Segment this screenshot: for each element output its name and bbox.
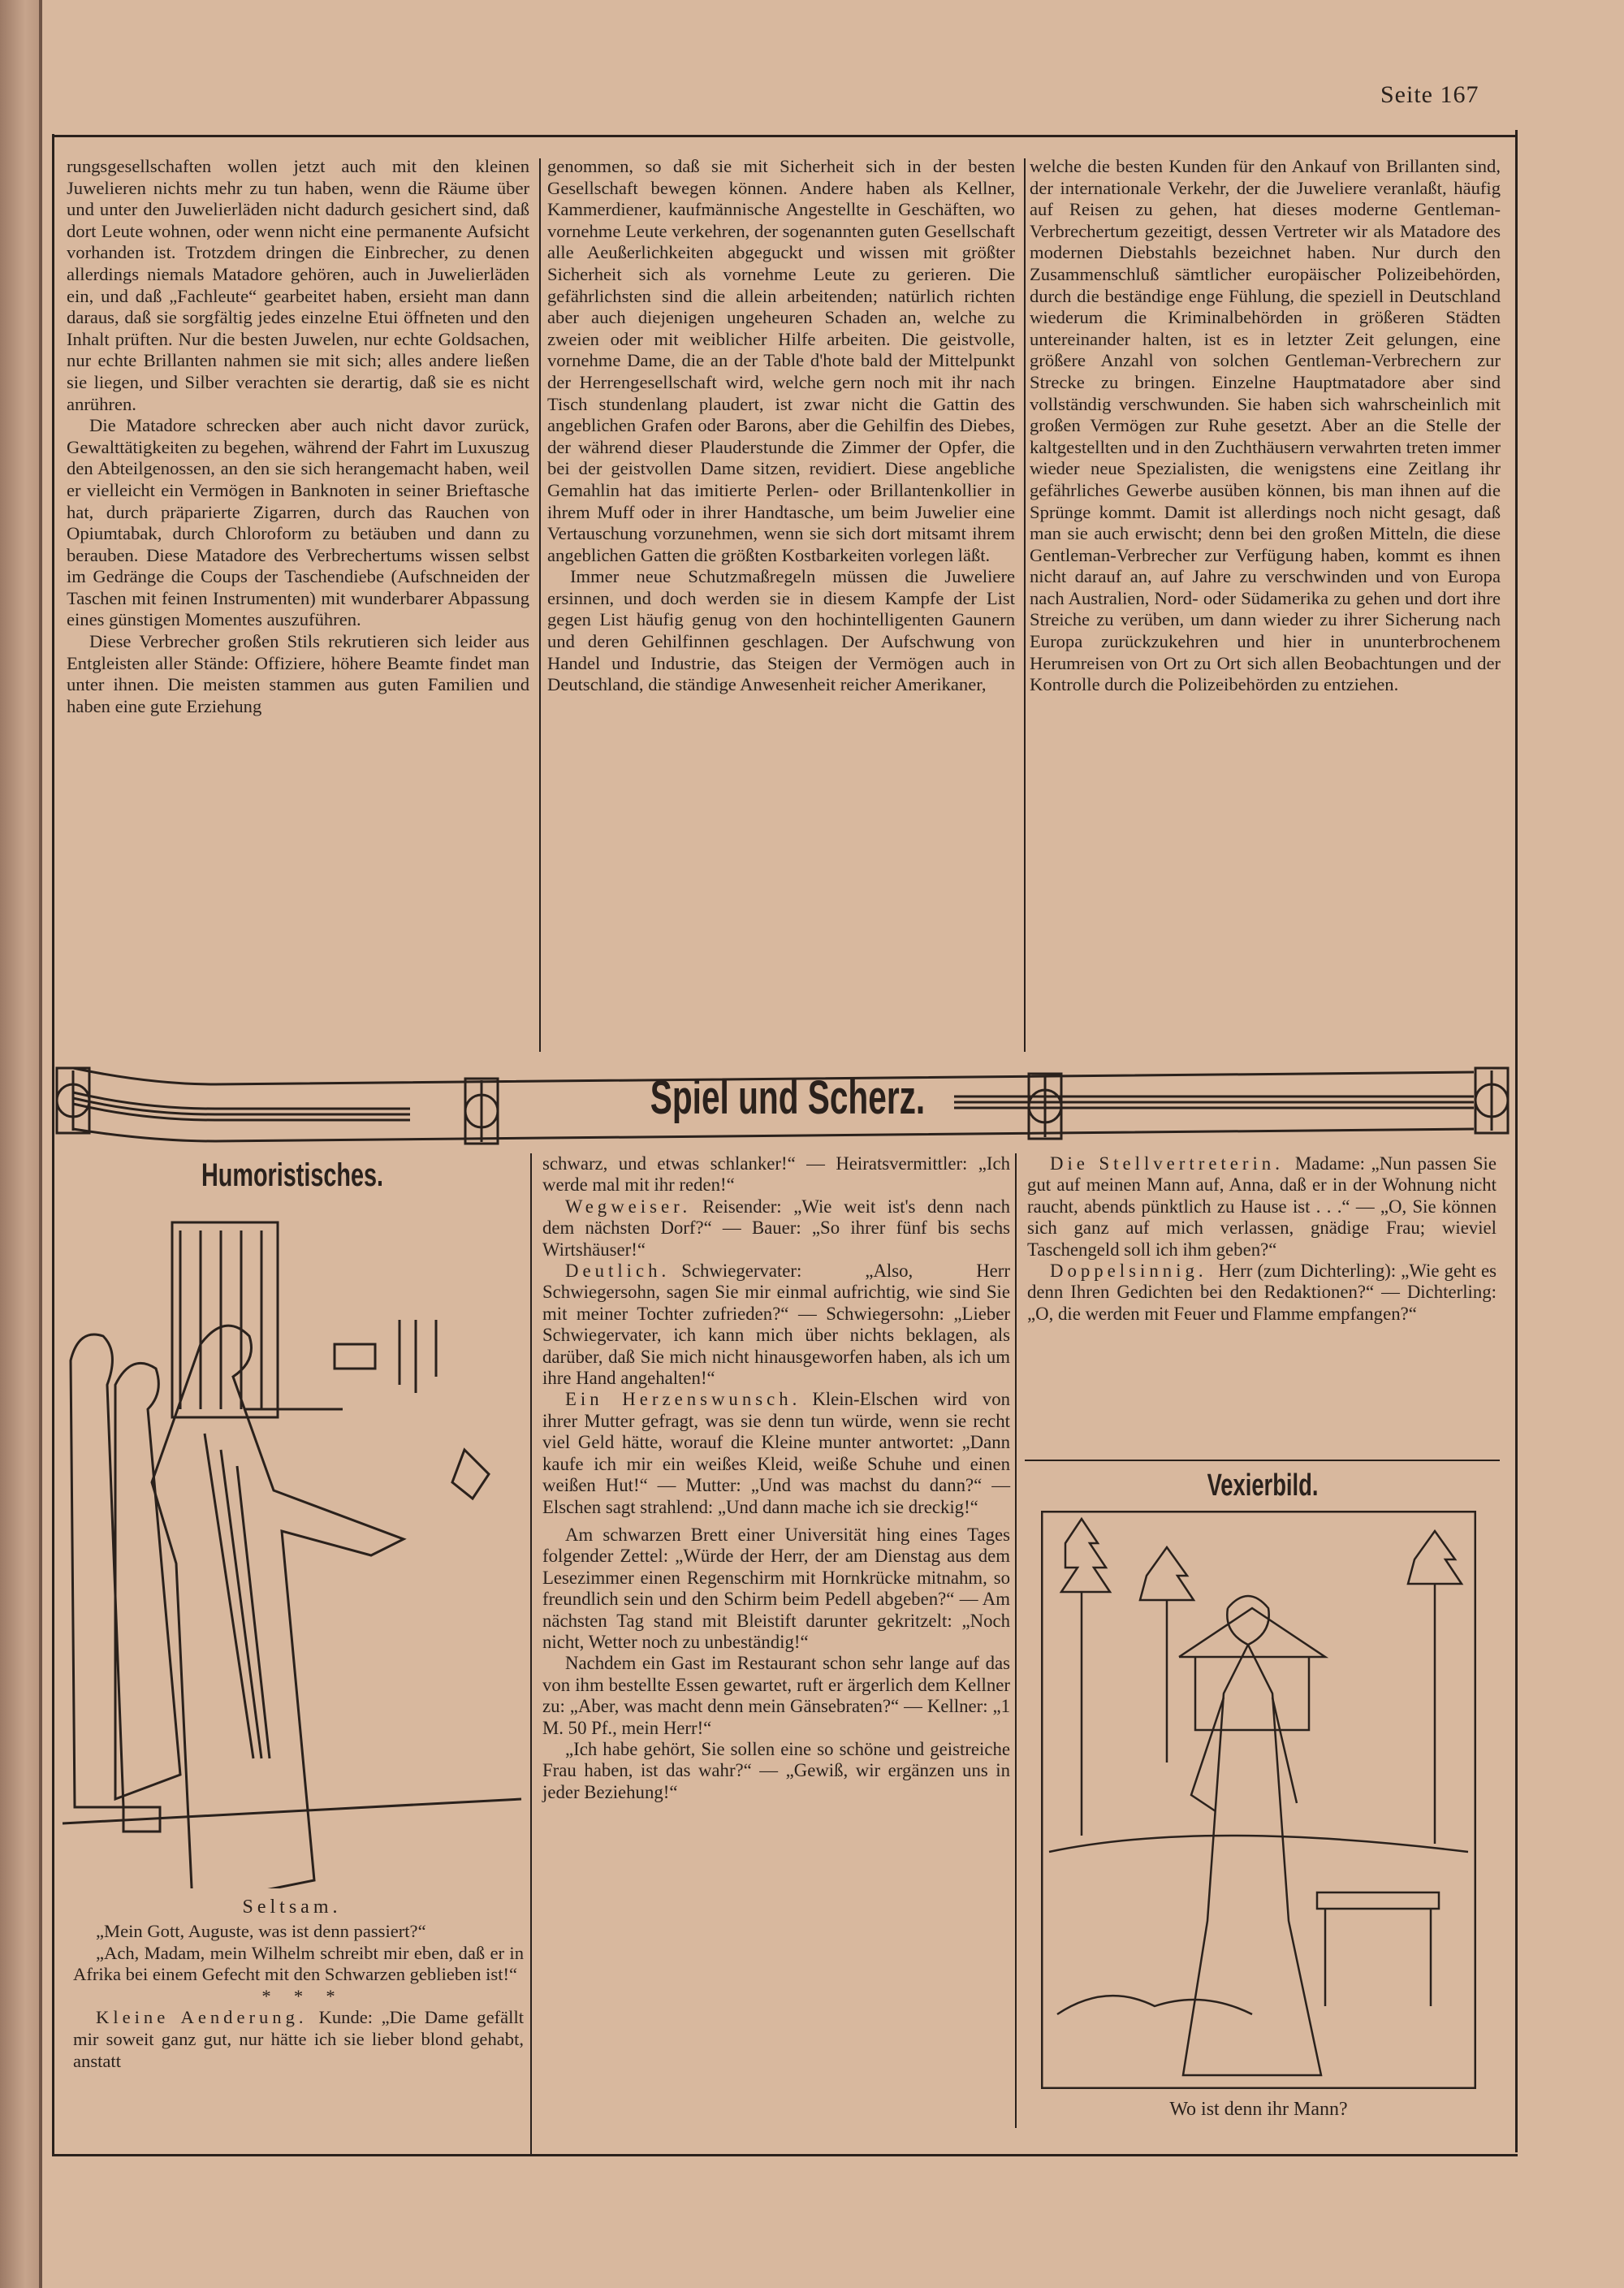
paragraph: genommen, so daß sie mit Sicherheit sich in der besten Gesellschaft bewegen können. Andere haben als Kellner, Kammerdiener, kaufmännische Angestellte in Geschäften, wo vornehme Leute verkehren, der sogenannten guten Gesellschaft alle Aeußerlichkeiten abgeguckt und wissen mit größter Sicherheit sich als vornehme Leute zu gerieren. Die gefährlichsten sind die allein arbeitenden; natürlich richten aber auch diejenigen ungeheuren Schaden an, welche zu zweien oder mit weiblicher Hilfe arbeiten. Die geistvolle, vornehme Dame, die an der Table d'hote bald der Mittelpunkt der Herrengesellschaft wird, welche gern noch mit ihr nach Tisch stundenlang plaudert, ist zwar nicht die Gattin des angeblichen Grafen oder Barons, aber die Gehilfin des Diebes, der während dieser Plauderstunde die Zimmer der Opfer, die bei der geistvollen Dame sitzen, revidiert. Diese angebliche Gemahlin hat das imitierte Perlen- oder Brillantenkollier in ihrem Muff oder in ihrer Handtasche, um beim Juwelier eine Vertauschung vorzunehmen, wenn sie sich dort mitsamt ihrem angeblichen Gatten die größten Kostbarkeiten vorlegen läßt. <box>547 156 1015 565</box>
humor-heading: Humoristisches. <box>201 1157 384 1193</box>
top-rule <box>52 135 1518 137</box>
joke <box>1027 1261 1497 1325</box>
column-divider <box>1015 1153 1017 2128</box>
joke-text: Reisender: „Wie weit ist's denn nach dem nächsten Dorf?“ — Bauer: „So ihrer fünf bis sechs Wirtshäuser!“ <box>542 1196 1010 1260</box>
joke-title: Wegweiser. <box>565 1196 692 1217</box>
joke <box>542 1153 1010 1196</box>
puzzle-illustration <box>1041 1511 1476 2089</box>
article-column-2 <box>547 156 1015 696</box>
article-column-1 <box>67 156 529 717</box>
divider <box>1025 1460 1500 1461</box>
frame-left <box>52 134 54 2156</box>
jokes-column-right <box>1027 1153 1497 1325</box>
page-number: Seite 167 <box>1380 81 1479 108</box>
bottom-rule <box>52 2154 1518 2156</box>
article-column-3 <box>1030 156 1501 696</box>
joke-title: Doppelsinnig. <box>1050 1261 1207 1282</box>
column-divider <box>1024 158 1026 1052</box>
joke <box>542 1525 1010 1653</box>
column-divider <box>539 158 541 1052</box>
paragraph: welche die besten Kunden für den Ankauf von Brillanten sind, der internationale Verkehr, der die Juweliere veranlaßt, häufig auf Reisen zu gehen, hat dieses moderne Gentleman-Verbrechertum gezeitigt, dessen Vertreter wir als Matadore des modernen Diebstahls bezeichnet haben. Nur durch den Zusammenschluß sämtlicher europäischer Polizeibehörden, durch die beständige enge Fühlung, die speziell in Deutschland wiederum die Kriminalbehörden in größeren Städten untereinander halten, ist es in letzter Zeit gelungen, eine größere Anzahl von solchen Gentleman-Verbrechern zur Strecke zu bringen. Einzelne Hauptmatadore aber sind vollständig verschwunden. Sie haben sich wahrscheinlich mit großen Vermögen zur Ruhe gesetzt. Aber an die Stelle der kaltgestellten und in den Zuchthäusern verwahrten treten immer wieder neue Spezialisten, die wenigstens eine Zeitlang ihr gefährliches Gewerbe ausüben können, bis man ihnen auf die Sprünge kommt. Damit ist allerdings noch nicht gesagt, daß man sie auch erwischt; denn bei den großen Mitteln, die diese Gentleman-Verbrecher zur Verfügung haben, kommt es ihnen nicht darauf an, auf Jahre zu verschwinden und von Europa nach Australien, Nord- oder Südamerika zu gehen und dort ihre Streiche zu verüben, um dann wieder zu ihrer Sicherung nach Europa zurückzukehren und hier in ununterbrochenem Herumreisen von Ort zu Ort sich allen Beobachtungen und der Kontrolle durch die Polizeibehörden zu entziehen. <box>1030 156 1501 695</box>
joke-text: Klein-Elschen wird von ihrer Mutter gefragt, was sie denn tun würde, wenn sie recht viel Geld hätte, worauf die Kleine munter antwortet: „Dann kaufe ich mir ein weißes Kleid, weiße Schuhe und einen weißen Hut!“ — Mutter: „Und was machst du dann?“ — Elschen sagt strahlend: „Und dann mache ich sie dreckig!“ <box>542 1389 1010 1517</box>
joke-text: Nachdem ein Gast im Restaurant schon sehr lange auf das von ihm bestellte Essen gewartet, ruft er ärgerlich dem Kellner zu: „Aber, was macht denn mein Gänsebraten?“ — Kellner: „1 M. 50 Pf., mein Herr!“ <box>542 1653 1010 1738</box>
separator: * * * <box>261 1985 335 2006</box>
section-title: Spiel und Scherz. <box>650 1071 926 1124</box>
paragraph: Die Matadore schrecken aber auch nicht davor zurück, Gewalttätigkeiten zu begehen, während der Fahrt im Luxuszug den Abteilgenossen, an den sie sich herangemacht haben, weil er vielleicht ein Vermögen in Banknoten in seiner Brieftasche hat, durch präparierte Zigarren, durch das Rauchen von Opiumtabak, durch Chloroform zu betäuben und dann zu berauben. Diese Matadore des Verbrechertums wissen selbst im Gedränge die Coups der Taschendiebe (Aufschneiden der Taschen mit feinen Instrumenten) mit wunderbarer Abpassung eines günstigen Momentes auszuführen. <box>67 415 529 630</box>
joke-title: Ein Herzenswunsch. <box>565 1389 801 1410</box>
cartoon-line: „Mein Gott, Auguste, was ist denn passiert?“ <box>96 1921 426 1941</box>
cartoon-illustration <box>58 1206 525 1888</box>
cartoon-line: „Ach, Madam, mein Wilhelm schreibt mir eben, daß er in Afrika bei einem Gefecht mit den Schwarzen geblieben ist!“ <box>73 1942 524 1985</box>
joke-text: Kunde: „Die Dame gefällt mir soweit ganz gut, nur hätte ich sie lieber blond gehabt, anstatt <box>73 2007 525 2071</box>
joke <box>542 1261 1010 1389</box>
joke-text: schwarz, und etwas schlanker!“ — Heiratsvermittler: „Ich werde mal mit ihr reden!“ <box>542 1153 1010 1196</box>
joke-title: Kleine Aenderung. <box>96 2007 308 2028</box>
joke-text: Am schwarzen Brett einer Universität hing eines Tages folgender Zettel: „Würde der Herr, der am Dienstag aus dem Lesezimmer einen Regenschirm mit Hornkrücke mitnahm, so freundlich sein und den Schirm beim Pedell abgeben?“ — Am nächsten Tag stand mit Bleistift darunter gekritzelt: „Noch nicht, Wetter noch zu unbeständig!“ <box>542 1524 1010 1652</box>
cartoon-caption <box>73 1921 524 2072</box>
paragraph: Diese Verbrecher großen Stils rekrutieren sich leider aus Entgleisten aller Stände: Offiziere, höhere Beamte findet man unter ihnen. Die meisten stammen aus guten Familien und haben eine gute Erziehung <box>67 631 529 716</box>
joke-text: Herr (zum Dichterling): „Wie geht es denn Ihren Gedichten bei den Redaktionen?“ — Dichterling: „O, die werden mit Feuer und Flamme empfangen?“ <box>1027 1261 1497 1324</box>
paragraph: rungsgesellschaften wollen jetzt auch mit den kleinen Juwelieren nichts mehr zu tun haben, wenn die Räume über und unter den Juwelierläden nicht dadurch gesichert sind, daß dort Leute wohnen, oder wenn nicht eine permanente Aufsicht vorhanden ist. Trotzdem dringen die Einbrecher, zu denen allerdings niemals Matadore gehören, auch in Juwelierläden ein, und daß „Fachleute“ gearbeitet haben, ersieht man dann daraus, daß sie sorgfältig jedes einzelne Etui öffneten und den Inhalt prüften. Nur die besten Juwelen, nur echte Goldsachen, nur echte Brillanten nahmen sie mit sich; alles andere ließen sie liegen, und Silber verachten sie derartig, daß sie es nicht anrühren. <box>67 156 529 414</box>
column-divider <box>530 1153 532 2156</box>
joke-text: Madame: „Nun passen Sie gut auf meinen Mann auf, Anna, daß er in der Wohnung nicht raucht, abends pünktlich zu Hause ist . . .“ — „O, Sie können sich ganz auf mich verlassen, gnädige Frau; wieviel Taschengeld soll ich ihm geben?“ <box>1027 1153 1497 1260</box>
joke <box>542 1739 1010 1803</box>
joke <box>1027 1153 1497 1261</box>
jokes-column-middle <box>542 1153 1010 1803</box>
cartoon-title: Seltsam. <box>242 1897 342 1918</box>
joke <box>542 1653 1010 1739</box>
joke-title: Die Stellvertreterin. <box>1050 1153 1284 1174</box>
joke-title: Deutlich. <box>565 1261 671 1282</box>
puzzle-caption: Wo ist denn ihr Mann? <box>1169 2099 1348 2120</box>
paragraph: Immer neue Schutzmaßregeln müssen die Juweliere ersinnen, und doch werden sie in diesem Kampfe der List gegen List häufig genug von den hochintelligenten Gaunern und deren Gehilfinnen geschlagen. Der Aufschwung von Handel und Industrie, das Steigen der Vermögen auch in Deutschland, die ständige Anwesenheit reicher Amerikaner, <box>547 566 1015 695</box>
joke <box>542 1389 1010 1517</box>
puzzle-heading: Vexierbild. <box>1207 1468 1319 1503</box>
joke-text: Schwiegervater: „Also, Herr Schwiegersohn, sagen Sie mir einmal aufrichtig, wie sind Sie mit meiner Tochter zufrieden?“ — Schwiegersohn: „Lieber Schwiegervater, ich kann mich über nichts beklagen, als darüber, daß Sie mich nicht hinausgeworfen haben, als ich um ihre Hand angehalten!“ <box>542 1261 1010 1389</box>
adjacent-page-edge <box>0 0 42 2288</box>
joke-text: „Ich habe gehört, Sie sollen eine so schöne und geistreiche Frau haben, ist das wahr?“ — „Gewiß, wir ergänzen uns in jeder Beziehung!“ <box>542 1738 1010 1802</box>
joke <box>73 2007 524 2072</box>
joke <box>542 1196 1010 1261</box>
